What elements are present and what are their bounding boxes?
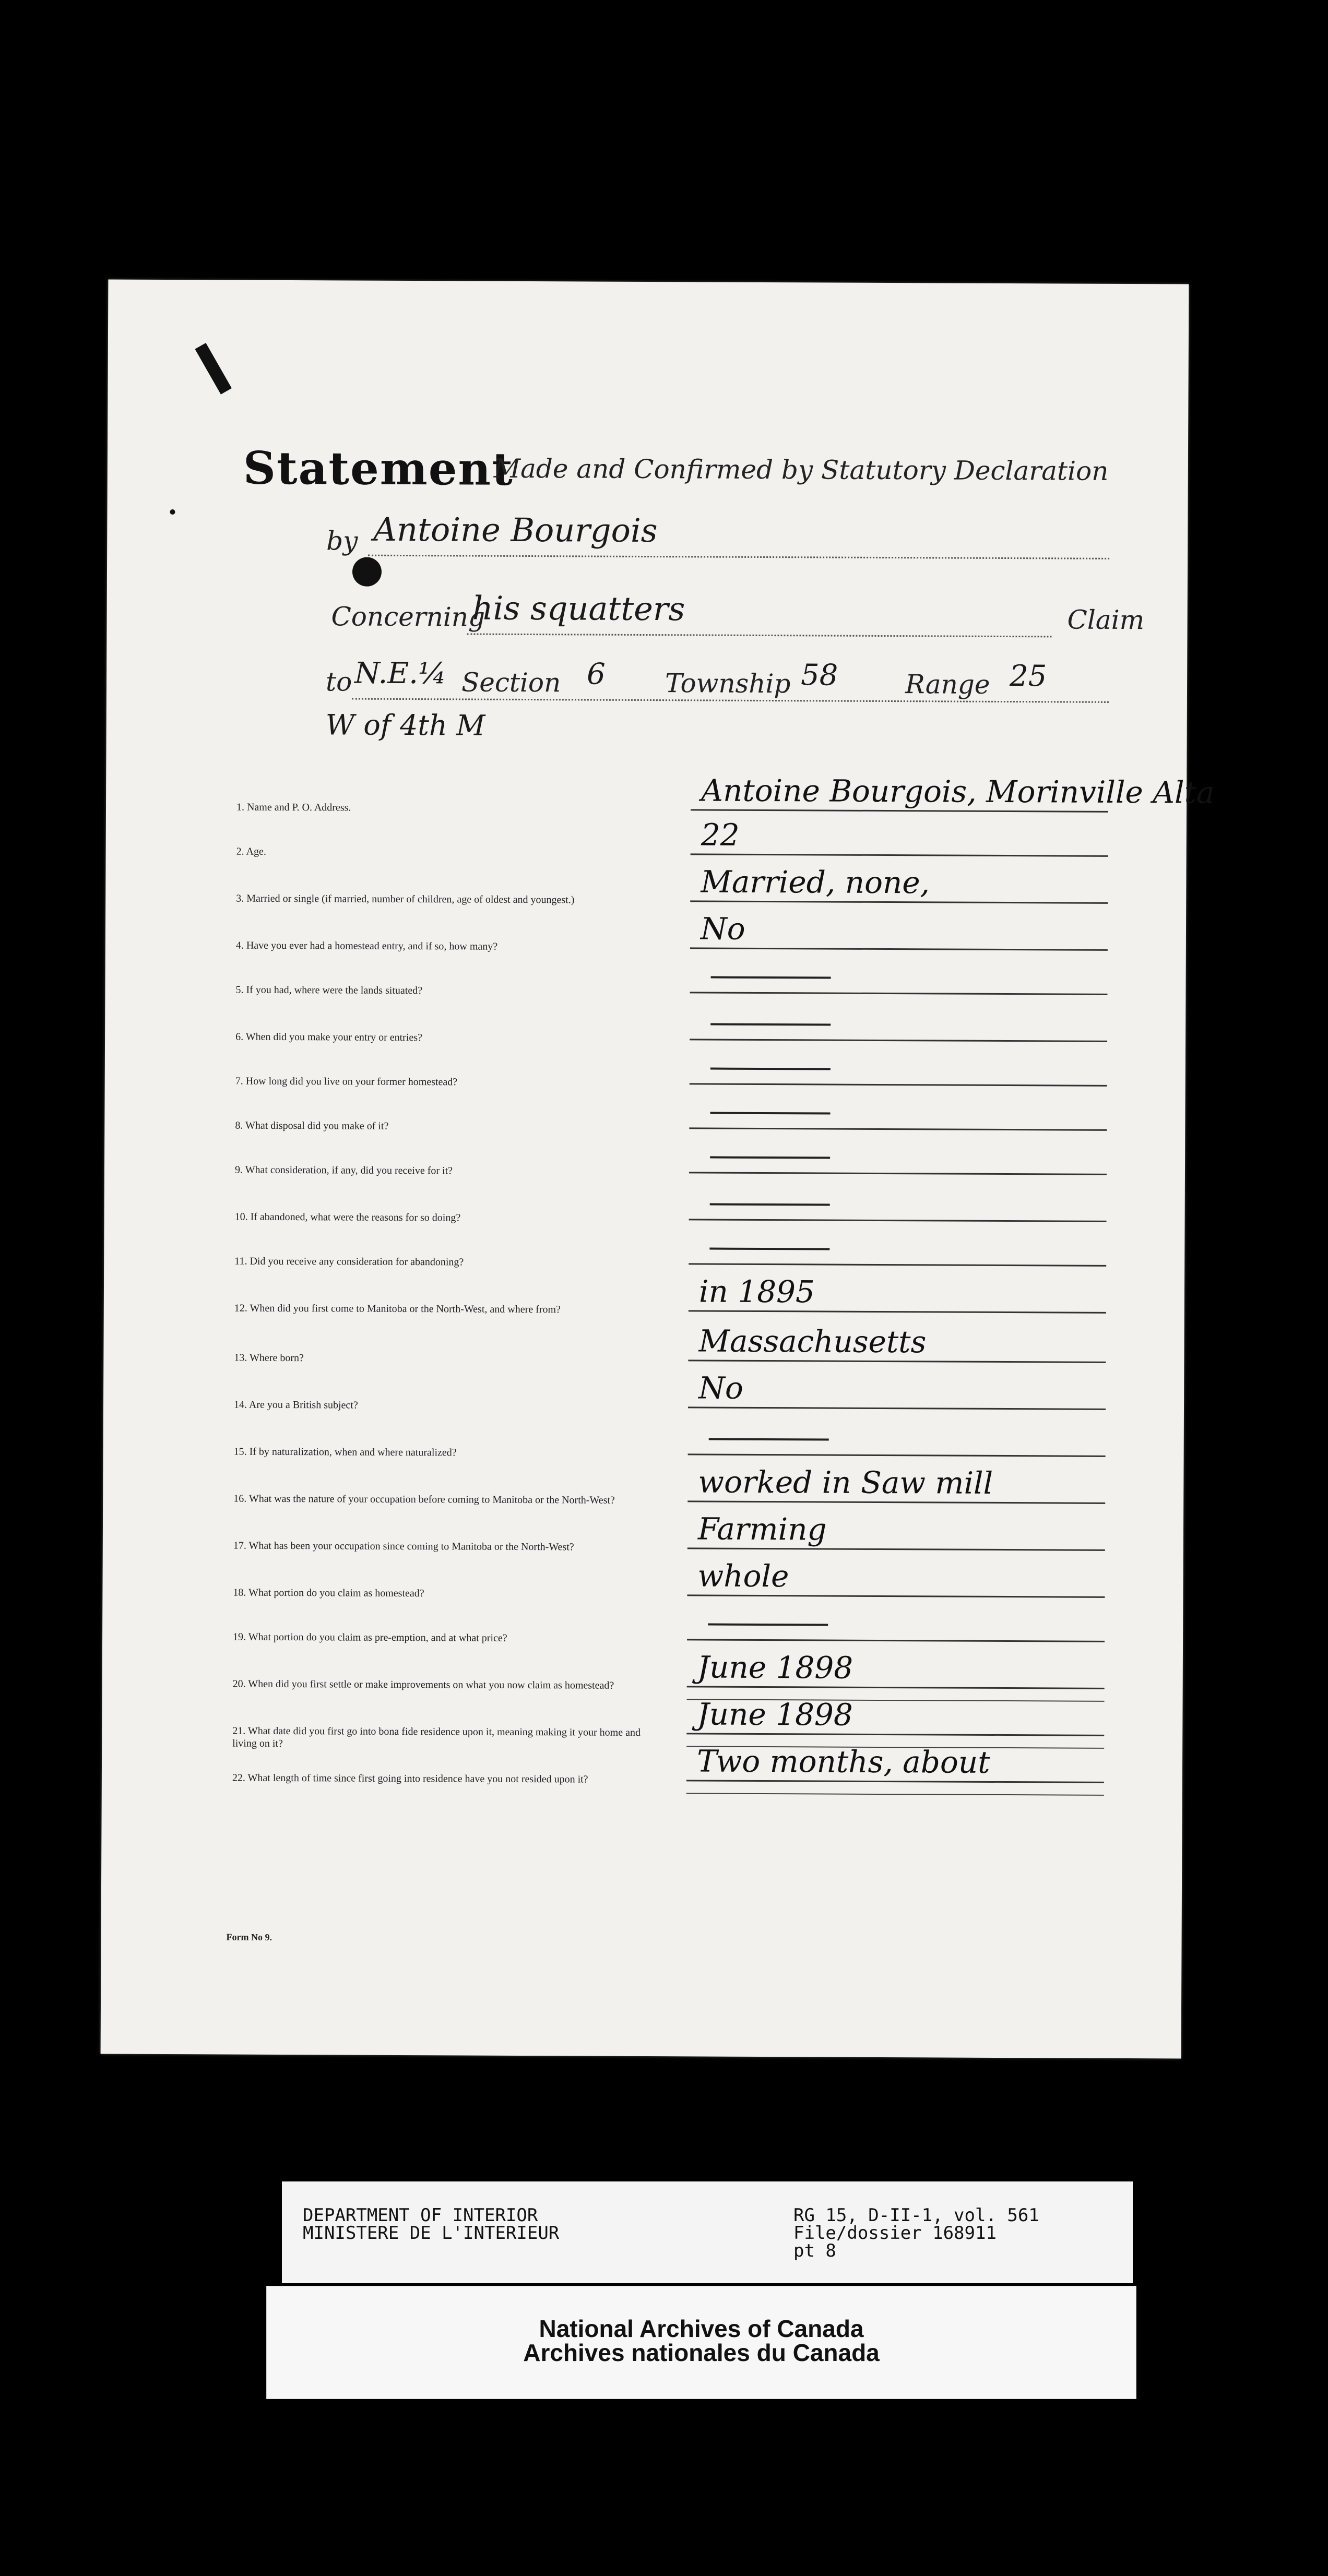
department-label — [282, 2181, 1133, 2283]
answer-rule — [689, 1263, 1106, 1266]
reference-numbers — [793, 2207, 1039, 2260]
question-13-label: 13. Where born? — [234, 1352, 304, 1364]
answer-2 — [691, 817, 1108, 865]
answer-rule — [691, 853, 1108, 856]
ref-file: File/dossier 168911 — [793, 2223, 997, 2244]
question-14-label: 14. Are you a British subject? — [233, 1399, 358, 1411]
archives-en: National Archives of Canada — [539, 2315, 864, 2342]
answer-8 — [689, 1096, 1107, 1139]
answer-rule — [688, 1453, 1106, 1457]
answer-13-text: Massachusetts — [698, 1323, 927, 1360]
declarant-name: Antoine Bourgois — [373, 510, 658, 550]
answer-14 — [688, 1370, 1106, 1418]
answer-rule — [686, 1780, 1104, 1783]
question-15-label: 15. If by naturalization, when and where naturalized? — [233, 1446, 457, 1459]
answer-4 — [690, 911, 1108, 959]
answer-rule — [687, 1639, 1105, 1642]
form-number: Form No 9. — [226, 1931, 272, 1942]
concerning-line — [467, 634, 1051, 638]
answer-rule — [688, 1406, 1106, 1410]
township-label: Township — [665, 668, 791, 699]
answer-rule — [689, 1310, 1106, 1313]
range-label: Range — [905, 669, 990, 700]
claim-label: Claim — [1067, 604, 1145, 636]
answer-rule — [686, 1793, 1104, 1795]
ink-dot — [170, 509, 175, 515]
dept-fr: MINISTERE DE L'INTERIEUR — [303, 2223, 560, 2244]
answer-rule — [687, 1594, 1105, 1597]
meridian-value: W of 4th M — [325, 708, 485, 742]
answer-12 — [689, 1273, 1106, 1322]
question-10-label: 10. If abandoned, what were the reasons for so doing? — [234, 1211, 461, 1224]
answer-13 — [688, 1323, 1106, 1372]
answer-rule — [690, 900, 1108, 903]
answer-rule — [690, 992, 1107, 995]
question-4-label: 4. Have you ever had a homestead entry, and if so, how many? — [235, 939, 498, 952]
answer-21-text: June 1898 — [697, 1696, 853, 1733]
answer-1 — [691, 772, 1215, 821]
answer-15 — [688, 1422, 1106, 1465]
to-line — [352, 698, 1109, 703]
concerning-label: Concerning — [331, 601, 485, 633]
question-5-label: 5. If you had, where were the lands situated? — [235, 984, 423, 997]
question-8-label: 8. What disposal did you make of it? — [235, 1119, 389, 1132]
ref-part: pt 8 — [793, 2240, 836, 2261]
answer-11-dash — [709, 1248, 829, 1250]
ink-smudge — [195, 343, 231, 395]
answer-20-text: June 1898 — [697, 1649, 853, 1686]
archives-label — [266, 2286, 1136, 2399]
question-20-label: 20. When did you first settle or make improvements on what you now claim as homestead? — [232, 1678, 614, 1691]
answer-6-dash — [710, 1023, 831, 1026]
answer-rule — [690, 947, 1108, 950]
answer-1-text: Antoine Bourgois, Morinville Alta — [701, 772, 1215, 810]
answer-6 — [690, 1007, 1107, 1051]
section-value: 6 — [586, 657, 606, 691]
answer-8-dash — [710, 1112, 830, 1115]
answer-5-dash — [711, 976, 831, 979]
answer-16-text: worked in Saw mill — [698, 1464, 993, 1501]
answer-3 — [690, 864, 1108, 912]
answer-11 — [689, 1232, 1106, 1275]
answer-7 — [690, 1052, 1107, 1095]
question-7-label: 7. How long did you live on your former homestead? — [235, 1075, 458, 1088]
answer-rule — [690, 1083, 1107, 1086]
answer-rule — [687, 1500, 1105, 1504]
answer-3-text: Married, none, — [701, 864, 930, 901]
answer-19-dash — [708, 1624, 828, 1626]
answer-10 — [689, 1187, 1106, 1231]
answer-22 — [686, 1743, 1104, 1792]
answer-rule — [687, 1686, 1105, 1689]
answer-rule — [690, 1039, 1107, 1042]
by-label: by — [326, 526, 358, 556]
answer-rule — [688, 1359, 1106, 1363]
question-9-label: 9. What consideration, if any, did you receive for it? — [234, 1164, 453, 1177]
answer-9 — [689, 1140, 1107, 1184]
department-names — [303, 2207, 559, 2242]
answer-15-dash — [709, 1438, 829, 1441]
answer-12-text: in 1895 — [698, 1273, 815, 1310]
answer-9-dash — [710, 1156, 830, 1159]
answer-rule — [686, 1733, 1104, 1736]
answer-4-text: No — [700, 911, 745, 947]
answer-17-text: Farming — [697, 1511, 827, 1547]
answer-21 — [686, 1696, 1104, 1745]
township-value: 58 — [800, 658, 838, 693]
question-22-label: 22. What length of time since first going into residence have you not resided upon it? — [232, 1772, 588, 1785]
statement-form-page — [101, 280, 1215, 2059]
answer-rule — [689, 1172, 1107, 1175]
answer-18-text: whole — [697, 1558, 789, 1594]
answer-19 — [687, 1607, 1105, 1651]
answer-rule — [689, 1127, 1107, 1130]
answer-2-text: 22 — [701, 817, 740, 853]
question-21-label: 21. What date did you first go into bona fide residence upon it, meaning making it your home and living on it? — [232, 1725, 641, 1749]
question-3-label: 3. Married or single (if married, number of children, age of oldest and youngest.) — [236, 892, 575, 906]
to-label: to — [325, 666, 352, 697]
question-11-label: 11. Did you receive any consideration for abandoning? — [234, 1255, 464, 1268]
quarter-value: N.E.¼ — [354, 656, 447, 691]
question-18-label: 18. What portion do you claim as homestead? — [233, 1587, 424, 1600]
ref-rg: RG 15, D-II-1, vol. 561 — [793, 2205, 1039, 2226]
concerning-value: his squatters — [472, 589, 685, 628]
range-value: 25 — [1009, 659, 1047, 694]
question-2-label: 2. Age. — [236, 845, 266, 857]
answer-18 — [687, 1558, 1105, 1606]
question-17-label: 17. What has been your occupation since coming to Manitoba or the North-West? — [233, 1540, 574, 1553]
question-12-label: 12. When did you first come to Manitoba or the North-West, and where from? — [234, 1302, 561, 1316]
statement-subtitle: Made and Confirmed by Statutory Declaration — [493, 453, 1109, 486]
question-6-label: 6. When did you make your entry or entries? — [235, 1031, 423, 1044]
statement-title: Statement — [243, 442, 514, 496]
dept-en: DEPARTMENT OF INTERIOR — [303, 2205, 538, 2226]
question-19-label: 19. What portion do you claim as pre-emption, and at what price? — [233, 1631, 507, 1644]
answer-7-dash — [710, 1068, 831, 1070]
answer-14-text: No — [698, 1370, 743, 1406]
answer-16 — [687, 1464, 1105, 1512]
ink-dot — [352, 557, 382, 587]
answer-rule — [687, 1547, 1105, 1551]
archives-names — [267, 2317, 1136, 2365]
answer-22-text: Two months, about — [696, 1743, 990, 1780]
answer-20 — [687, 1649, 1105, 1698]
by-line — [368, 555, 1109, 559]
answer-5 — [690, 960, 1107, 1004]
archives-fr: Archives nationales du Canada — [523, 2339, 880, 2366]
question-16-label: 16. What was the nature of your occupation before coming to Manitoba or the North-West? — [233, 1493, 615, 1506]
answer-rule — [689, 1219, 1107, 1222]
answer-10-dash — [710, 1203, 830, 1206]
question-1-label: 1. Name and P. O. Address. — [236, 801, 351, 814]
answer-17 — [687, 1511, 1105, 1559]
section-label: Section — [461, 667, 561, 698]
